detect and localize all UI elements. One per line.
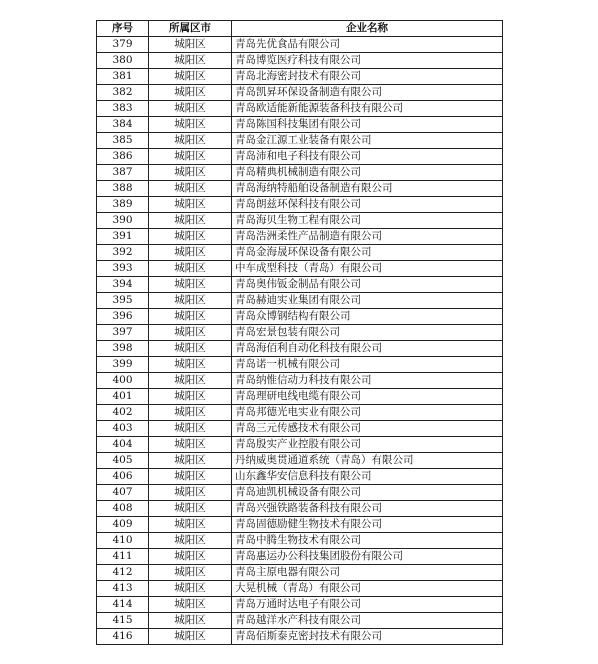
cell-seq: 397 — [97, 325, 149, 341]
cell-district: 城阳区 — [149, 437, 232, 453]
cell-district: 城阳区 — [149, 245, 232, 261]
cell-company: 青岛宏景包装有限公司 — [232, 325, 503, 341]
cell-seq: 390 — [97, 213, 149, 229]
cell-company: 青岛浩洲柔性产品制造有限公司 — [232, 229, 503, 245]
cell-company: 青岛邦德光电实业有限公司 — [232, 405, 503, 421]
cell-seq: 389 — [97, 197, 149, 213]
table-row — [97, 53, 503, 69]
cell-seq: 400 — [97, 373, 149, 389]
table-row — [97, 517, 503, 533]
cell-district: 城阳区 — [149, 117, 232, 133]
cell-district: 城阳区 — [149, 581, 232, 597]
cell-company: 青岛凯昇环保设备制造有限公司 — [232, 85, 503, 101]
table-row — [97, 117, 503, 133]
cell-district: 城阳区 — [149, 37, 232, 53]
cell-seq: 391 — [97, 229, 149, 245]
cell-seq: 399 — [97, 357, 149, 373]
enterprise-table — [96, 20, 503, 645]
cell-seq: 407 — [97, 485, 149, 501]
table-row — [97, 133, 503, 149]
cell-district: 城阳区 — [149, 149, 232, 165]
cell-seq: 384 — [97, 117, 149, 133]
cell-company: 中车成型科技（青岛）有限公司 — [232, 261, 503, 277]
cell-district: 城阳区 — [149, 277, 232, 293]
cell-company: 青岛海贝生物工程有限公司 — [232, 213, 503, 229]
cell-seq: 413 — [97, 581, 149, 597]
cell-district: 城阳区 — [149, 389, 232, 405]
table-row — [97, 101, 503, 117]
header-seq: 序号 — [97, 21, 149, 37]
cell-seq: 405 — [97, 453, 149, 469]
cell-district: 城阳区 — [149, 373, 232, 389]
cell-seq: 404 — [97, 437, 149, 453]
table-row — [97, 149, 503, 165]
cell-company: 山东鑫华安信息科技有限公司 — [232, 469, 503, 485]
cell-seq: 379 — [97, 37, 149, 53]
cell-company: 青岛先优食品有限公司 — [232, 37, 503, 53]
cell-district: 城阳区 — [149, 229, 232, 245]
cell-district: 城阳区 — [149, 341, 232, 357]
cell-seq: 410 — [97, 533, 149, 549]
cell-company: 青岛三元传感技术有限公司 — [232, 421, 503, 437]
table-row — [97, 85, 503, 101]
cell-seq: 395 — [97, 293, 149, 309]
table-row — [97, 293, 503, 309]
cell-company: 大晃机械（青岛）有限公司 — [232, 581, 503, 597]
header-row — [97, 21, 503, 37]
table-row — [97, 565, 503, 581]
table-row — [97, 197, 503, 213]
table-row — [97, 405, 503, 421]
table-row — [97, 341, 503, 357]
table-row — [97, 437, 503, 453]
cell-seq: 403 — [97, 421, 149, 437]
cell-seq: 416 — [97, 629, 149, 645]
cell-company: 青岛惠运办公科技集团股份有限公司 — [232, 549, 503, 565]
cell-district: 城阳区 — [149, 549, 232, 565]
table-row — [97, 37, 503, 53]
cell-company: 青岛固德励健生物技术有限公司 — [232, 517, 503, 533]
table-row — [97, 245, 503, 261]
cell-company: 青岛欧适能新能源装备科技有限公司 — [232, 101, 503, 117]
table-header — [97, 21, 503, 37]
cell-company: 青岛沛和电子科技有限公司 — [232, 149, 503, 165]
cell-seq: 382 — [97, 85, 149, 101]
cell-district: 城阳区 — [149, 53, 232, 69]
cell-district: 城阳区 — [149, 101, 232, 117]
header-company: 企业名称 — [232, 21, 503, 37]
cell-seq: 396 — [97, 309, 149, 325]
cell-company: 青岛金海晟环保设备有限公司 — [232, 245, 503, 261]
cell-seq: 411 — [97, 549, 149, 565]
cell-company: 青岛越洋水产科技有限公司 — [232, 613, 503, 629]
cell-company: 青岛海纳特船舶设备制造有限公司 — [232, 181, 503, 197]
cell-district: 城阳区 — [149, 69, 232, 85]
table-row — [97, 229, 503, 245]
cell-company: 青岛奥伟钣金制品有限公司 — [232, 277, 503, 293]
cell-district: 城阳区 — [149, 453, 232, 469]
table-row — [97, 389, 503, 405]
table-row — [97, 261, 503, 277]
cell-company: 青岛精典机械制造有限公司 — [232, 165, 503, 181]
table-row — [97, 325, 503, 341]
cell-district: 城阳区 — [149, 501, 232, 517]
cell-seq: 386 — [97, 149, 149, 165]
table-row — [97, 277, 503, 293]
table-row — [97, 453, 503, 469]
table-row — [97, 309, 503, 325]
cell-company: 青岛兴强铁路装备科技有限公司 — [232, 501, 503, 517]
cell-district: 城阳区 — [149, 197, 232, 213]
cell-company: 青岛金江源工业装备有限公司 — [232, 133, 503, 149]
cell-seq: 393 — [97, 261, 149, 277]
cell-seq: 385 — [97, 133, 149, 149]
cell-seq: 415 — [97, 613, 149, 629]
cell-district: 城阳区 — [149, 325, 232, 341]
cell-district: 城阳区 — [149, 629, 232, 645]
table-row — [97, 469, 503, 485]
table-row — [97, 501, 503, 517]
cell-district: 城阳区 — [149, 85, 232, 101]
cell-district: 城阳区 — [149, 485, 232, 501]
cell-district: 城阳区 — [149, 261, 232, 277]
cell-seq: 394 — [97, 277, 149, 293]
cell-district: 城阳区 — [149, 357, 232, 373]
cell-district: 城阳区 — [149, 405, 232, 421]
table-row — [97, 549, 503, 565]
cell-district: 城阳区 — [149, 469, 232, 485]
cell-district: 城阳区 — [149, 533, 232, 549]
cell-district: 城阳区 — [149, 309, 232, 325]
cell-district: 城阳区 — [149, 213, 232, 229]
cell-seq: 414 — [97, 597, 149, 613]
cell-seq: 406 — [97, 469, 149, 485]
cell-seq: 408 — [97, 501, 149, 517]
cell-district: 城阳区 — [149, 613, 232, 629]
table-row — [97, 421, 503, 437]
cell-seq: 380 — [97, 53, 149, 69]
table-body — [97, 37, 503, 645]
cell-district: 城阳区 — [149, 181, 232, 197]
cell-company: 青岛赫迪实业集团有限公司 — [232, 293, 503, 309]
cell-district: 城阳区 — [149, 133, 232, 149]
cell-seq: 412 — [97, 565, 149, 581]
cell-seq: 383 — [97, 101, 149, 117]
cell-district: 城阳区 — [149, 597, 232, 613]
table-row — [97, 485, 503, 501]
cell-company: 青岛博览医疗科技有限公司 — [232, 53, 503, 69]
header-district: 所属区市 — [149, 21, 232, 37]
cell-seq: 402 — [97, 405, 149, 421]
cell-company: 青岛纳惟信动力科技有限公司 — [232, 373, 503, 389]
cell-district: 城阳区 — [149, 293, 232, 309]
cell-company: 丹纳威奥贯通道系统（青岛）有限公司 — [232, 453, 503, 469]
cell-company: 青岛迪凯机械设备有限公司 — [232, 485, 503, 501]
table-row — [97, 69, 503, 85]
table-row — [97, 581, 503, 597]
cell-company: 青岛诺一机械有限公司 — [232, 357, 503, 373]
cell-seq: 387 — [97, 165, 149, 181]
cell-company: 青岛北海密封技术有限公司 — [232, 69, 503, 85]
table-row — [97, 373, 503, 389]
cell-company: 青岛陈国科技集团有限公司 — [232, 117, 503, 133]
document-page — [96, 20, 502, 645]
cell-company: 青岛海佰利自动化科技有限公司 — [232, 341, 503, 357]
cell-district: 城阳区 — [149, 517, 232, 533]
cell-company: 青岛朗兹环保科技有限公司 — [232, 197, 503, 213]
cell-district: 城阳区 — [149, 165, 232, 181]
cell-seq: 392 — [97, 245, 149, 261]
table-row — [97, 533, 503, 549]
table-row — [97, 165, 503, 181]
cell-district: 城阳区 — [149, 565, 232, 581]
cell-seq: 381 — [97, 69, 149, 85]
cell-seq: 401 — [97, 389, 149, 405]
cell-company: 青岛佰斯泰克密封技术有限公司 — [232, 629, 503, 645]
table-row — [97, 357, 503, 373]
table-row — [97, 613, 503, 629]
table-row — [97, 181, 503, 197]
cell-company: 青岛殷实产业控股有限公司 — [232, 437, 503, 453]
cell-company: 青岛众博钢结构有限公司 — [232, 309, 503, 325]
cell-district: 城阳区 — [149, 421, 232, 437]
cell-seq: 388 — [97, 181, 149, 197]
cell-company: 青岛主原电器有限公司 — [232, 565, 503, 581]
table-row — [97, 597, 503, 613]
cell-seq: 409 — [97, 517, 149, 533]
cell-company: 青岛理研电线电缆有限公司 — [232, 389, 503, 405]
cell-seq: 398 — [97, 341, 149, 357]
table-row — [97, 213, 503, 229]
table-row — [97, 629, 503, 645]
cell-company: 青岛万通时达电子有限公司 — [232, 597, 503, 613]
cell-company: 青岛中腾生物技术有限公司 — [232, 533, 503, 549]
